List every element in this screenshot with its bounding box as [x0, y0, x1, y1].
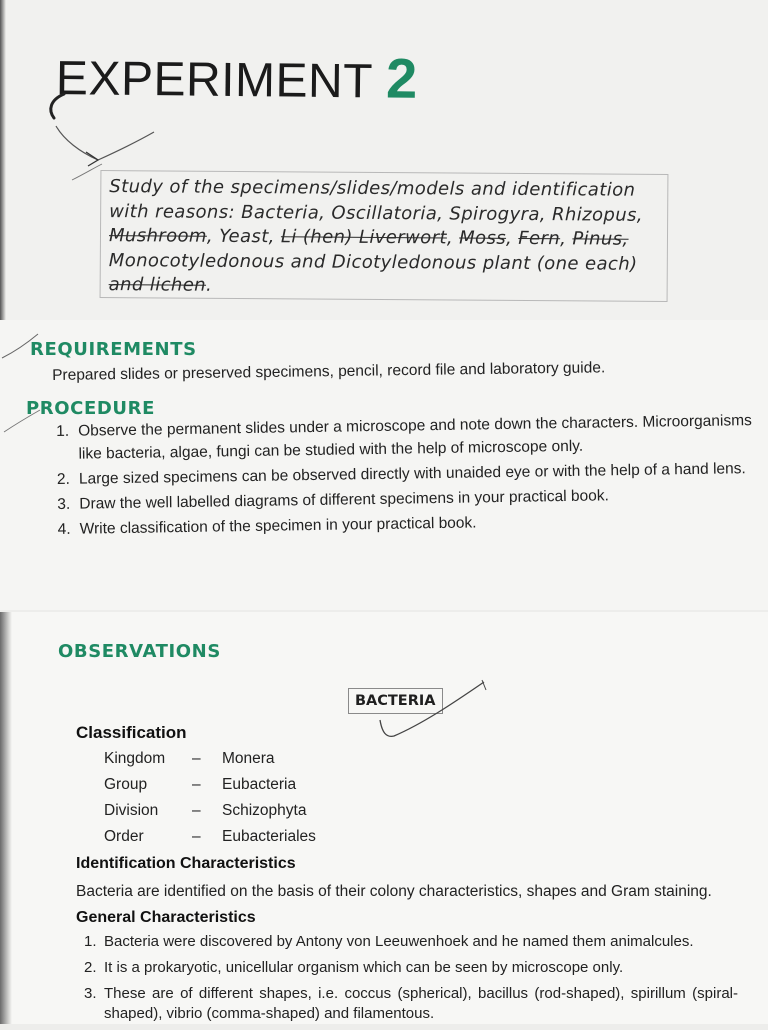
requirements-text: Prepared slides or preserved specimens, pencil, record file and laboratory guide. — [52, 359, 606, 384]
aim-text: , Yeast, — [206, 225, 282, 248]
struck-text: and lichen — [108, 274, 207, 296]
identification-text: Bacteria are identified on the basis of their colony characteristics, shapes and Gram staining. — [76, 883, 712, 900]
struck-text: Mushroom — [108, 225, 207, 247]
general-characteristics-heading: General Characteristics — [76, 909, 256, 926]
rank-label: Kingdom — [104, 750, 166, 767]
aim-text: , — [505, 227, 519, 249]
aim-line: with reasons: Bacteria, Oscillatoria, Spirogyra, Rhizopus, — [109, 200, 644, 226]
aim-line — [109, 224, 659, 252]
experiment-number: 2 — [385, 46, 419, 110]
item-text: Bacteria were discovered by Antony von Leeuwenhoek and he named them animalcules. — [104, 933, 694, 950]
aim-text: . — [205, 274, 213, 296]
rank-label: Order — [104, 828, 144, 845]
item-text: These are of different shapes, i.e. coccus (spherical), bacillus (rod-shaped), spirillum (spiral-shaped), vibrio (comma-shaped) and filamentous. — [104, 985, 738, 1022]
rank-label: Group — [104, 776, 148, 793]
list-item — [84, 958, 738, 978]
item-number: 1. — [84, 933, 97, 950]
classification-row — [104, 798, 316, 824]
item-number: 3. — [84, 985, 97, 1002]
classification-row — [104, 746, 316, 772]
experiment-word: EXPERIMENT — [55, 52, 373, 109]
aim-line — [109, 273, 659, 301]
list-item — [84, 984, 738, 1024]
classification-heading: Classification — [76, 723, 187, 742]
classification-row — [104, 824, 316, 850]
rank-value: Monera — [222, 750, 275, 767]
step-number: 3. — [57, 495, 71, 513]
step-number: 2. — [56, 470, 71, 488]
struck-text: Pinus, — [572, 228, 629, 250]
aim-text: , — [560, 228, 573, 250]
identification-heading: Identification Characteristics — [76, 855, 296, 872]
rank-dash: – — [192, 750, 201, 767]
list-item — [84, 932, 738, 952]
procedure-step — [56, 409, 767, 466]
aim-text: , — [446, 227, 460, 249]
struck-text: Fern — [518, 227, 561, 250]
rank-label: Division — [104, 802, 159, 819]
item-number: 2. — [84, 959, 97, 976]
step-text: Draw the well labelled diagrams of different specimens in your practical book. — [79, 487, 609, 513]
classification-table — [104, 746, 316, 850]
aim-line: Monocotyledonous and Dicotyledonous plant (one each) — [108, 249, 638, 275]
general-characteristics-list — [84, 932, 738, 1030]
rank-value: Schizophyta — [222, 802, 307, 819]
specimen-label-box: BACTERIA — [348, 688, 443, 714]
aim-box — [100, 170, 669, 302]
rank-dash: – — [192, 776, 201, 793]
aim-line: Study of the specimens/slides/models and identification — [109, 176, 636, 201]
struck-text: Li (hen) Liverwort — [280, 226, 447, 249]
step-number: 4. — [57, 520, 71, 538]
step-text: Write classification of the specimen in your practical book. — [79, 514, 477, 538]
item-text: It is a prokaryotic, unicellular organism which can be seen by microscope only. — [104, 959, 624, 976]
procedure-heading: PROCEDURE — [26, 398, 155, 419]
rank-dash: – — [192, 802, 201, 819]
step-text: Observe the permanent slides under a microscope and note down the characters. Microorganisms like bacteria, algae, fungi can be studied with the help of microscope only. — [78, 412, 752, 463]
requirements-heading: REQUIREMENTS — [30, 339, 197, 360]
step-text: Large sized specimens can be observed directly with unaided eye or with the help of a hand lens. — [78, 460, 746, 488]
step-number: 1. — [56, 422, 70, 440]
procedure-steps — [56, 409, 768, 543]
rank-value: Eubacteria — [222, 776, 297, 793]
rank-dash: – — [192, 828, 201, 845]
pencil-tick-mark — [372, 674, 492, 744]
observations-heading: OBSERVATIONS — [58, 641, 221, 662]
rank-value: Eubacteriales — [222, 828, 316, 845]
classification-row — [104, 772, 316, 798]
struck-text: Moss — [459, 227, 507, 249]
